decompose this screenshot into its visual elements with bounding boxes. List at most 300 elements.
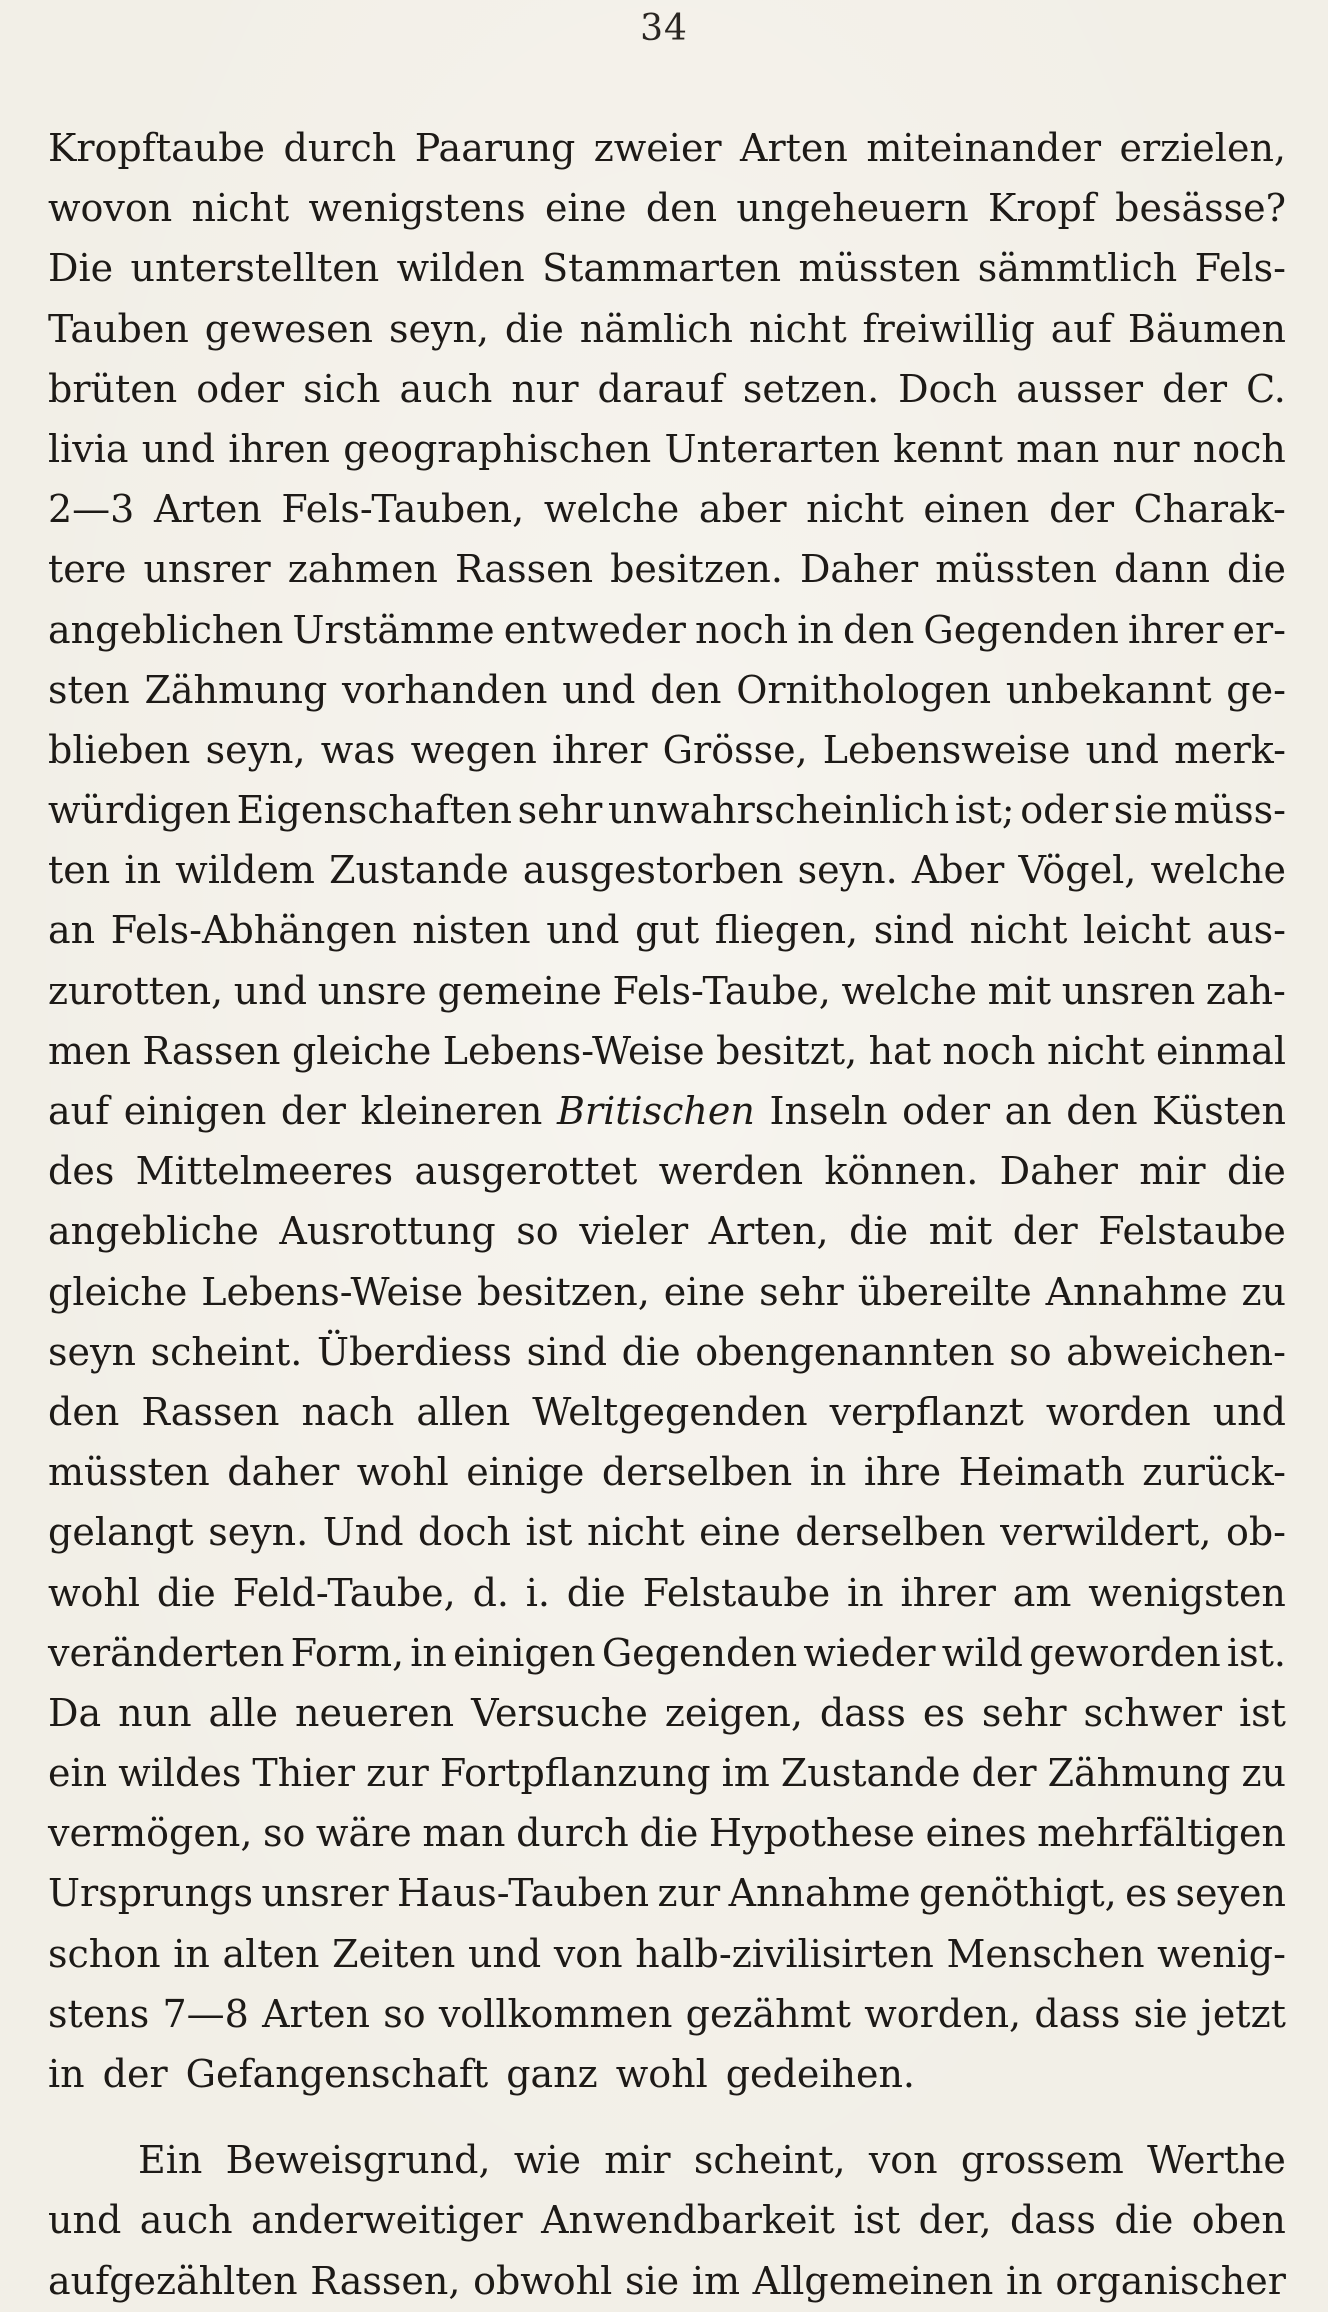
page-number: 34 (640, 8, 688, 49)
word: oder (902, 1089, 990, 1133)
word: seyen (1175, 1871, 1286, 1916)
word: zeigen, (664, 1690, 803, 1735)
word: derselben (795, 1510, 986, 1555)
word: er- (1232, 607, 1286, 652)
word: i. (525, 1570, 550, 1615)
text-line (48, 2190, 1286, 2250)
paragraph-gap (48, 2104, 1286, 2130)
text-line (48, 1382, 1286, 1442)
word: mir (1139, 1149, 1206, 1194)
word: wildes (118, 1751, 242, 1796)
word: oder (1020, 788, 1109, 833)
word: seyn (48, 1329, 136, 1374)
word: die (621, 1329, 681, 1374)
word: ist (525, 1510, 573, 1555)
text-line (48, 359, 1286, 419)
word: sie (1113, 788, 1168, 833)
word: man (422, 1811, 506, 1856)
word: wovon (48, 186, 173, 231)
word: dass (1009, 2198, 1096, 2243)
text-line (48, 479, 1286, 539)
word: in (847, 1570, 884, 1615)
word: übereilte (857, 1269, 1032, 1314)
word: Zustande (329, 848, 509, 893)
word: hat (868, 1028, 931, 1073)
word: mehrfältigen (1037, 1811, 1286, 1856)
word: Rassen (454, 547, 594, 592)
word: ihre (863, 1450, 942, 1495)
word: Küsten (1152, 1089, 1286, 1133)
word: oder (196, 366, 285, 411)
word: darauf (597, 366, 724, 411)
word: Ein (138, 2138, 203, 2183)
word: unsren (1061, 968, 1196, 1013)
word: vollkommen (438, 1991, 673, 2036)
word: an (48, 908, 96, 953)
word: werden (658, 1149, 804, 1194)
word: Kropftaube (48, 126, 266, 170)
word: eine (544, 186, 627, 231)
word: die (504, 306, 564, 351)
word: Und (322, 1510, 404, 1555)
word: ausser (1016, 366, 1144, 411)
word: fliegen, (714, 908, 859, 953)
word: Ursprungs (48, 1871, 253, 1916)
word: Unterarten (664, 426, 880, 471)
word: nisten (412, 908, 531, 953)
word: angeblichen (48, 607, 284, 652)
word: Fels-Tauben, (281, 487, 525, 532)
word: Paarung (414, 126, 576, 170)
word: auf (48, 1089, 110, 1133)
word: man (1016, 426, 1100, 471)
word: wilden (396, 246, 525, 291)
word: seyn, (388, 306, 489, 351)
word: eine (699, 1510, 781, 1555)
word: besitzt, (716, 1028, 858, 1073)
word: noch (695, 607, 789, 652)
word: müss- (1173, 788, 1286, 833)
word: ausgerottet (414, 1149, 638, 1194)
word: Felstaube (642, 1570, 831, 1615)
text-line (48, 660, 1286, 720)
word: der (1162, 366, 1228, 411)
word: sehr (981, 1690, 1067, 1735)
word: Fels-Abhängen (110, 908, 397, 953)
word: C. (1246, 366, 1286, 411)
text-line (48, 539, 1286, 599)
word: des (48, 1149, 115, 1194)
word: unterstellten (130, 246, 380, 291)
word: in (48, 2052, 85, 2096)
word: müssten (935, 547, 1097, 592)
word: Arten, (708, 1209, 829, 1254)
word: Mittelmeeres (135, 1149, 394, 1194)
word: durch (283, 126, 397, 170)
word: ausgestorben (522, 848, 784, 893)
word: Heimath (958, 1450, 1125, 1495)
word: Menschen (946, 1931, 1145, 1976)
word: so (383, 1991, 426, 2036)
word: besässe? (1115, 186, 1286, 231)
word: können. (824, 1149, 979, 1194)
word: der (1049, 487, 1115, 532)
word: so (262, 1811, 306, 1856)
word: men (48, 1028, 131, 1073)
word: Die (48, 246, 114, 291)
word: Haus-Tauben (397, 1871, 650, 1916)
word: eine (663, 1269, 746, 1314)
text-line (48, 178, 1286, 238)
word: Weltgegenden (532, 1389, 808, 1434)
word: geographischen (343, 426, 652, 471)
word: gezähmt (685, 1991, 851, 2036)
word: seyn. (208, 1510, 309, 1555)
word: vermögen, (48, 1811, 253, 1856)
word: freiwillig (862, 306, 1035, 351)
word: gemeine (437, 968, 602, 1013)
word: gelangt (48, 1510, 194, 1555)
word: ihrer (900, 1570, 996, 1615)
text-line (48, 1563, 1286, 1623)
word: aber (698, 487, 787, 532)
text-line (48, 1081, 1286, 1141)
word: Charak- (1133, 487, 1286, 532)
word: einen (923, 487, 1030, 532)
word: Bäumen (1127, 306, 1286, 351)
word: Anwendbarkeit (541, 2198, 835, 2243)
word: ob- (1225, 1510, 1286, 1555)
word: Grösse, (662, 727, 808, 772)
word: scheint, (693, 2138, 846, 2183)
word: nicht (748, 306, 847, 351)
word: jetzt (1201, 1991, 1286, 2036)
word: ten (48, 848, 111, 893)
word: zur (657, 1871, 721, 1916)
word: seyn. (797, 848, 898, 893)
word: der (971, 1751, 1037, 1796)
word: Ausrottung (279, 1209, 496, 1254)
word: Lebens-Weise (201, 1269, 464, 1314)
word: unwahrscheinlich (607, 788, 950, 833)
word: zweier (593, 126, 722, 170)
word: einmal (1156, 1028, 1286, 1073)
word: gleiche (291, 1028, 432, 1073)
word: Fortpflanzung (439, 1751, 711, 1796)
word: sten (48, 667, 130, 712)
word: der (1012, 1209, 1078, 1254)
text-line (48, 238, 1286, 298)
word: wie (513, 2138, 581, 2183)
word: nicht (1046, 1028, 1145, 1073)
word: im (691, 2258, 740, 2303)
word: den (843, 607, 915, 652)
word: was (320, 727, 396, 772)
word: obengenannten (695, 1329, 995, 1374)
word: ein (48, 1751, 108, 1796)
word: gedeihen. (725, 2052, 916, 2096)
word: welche (841, 968, 977, 1013)
word: es (922, 1690, 965, 1735)
word: von (868, 2138, 938, 2183)
word: veränderten (48, 1630, 285, 1675)
word: noch (942, 1028, 1036, 1073)
word: in (797, 607, 834, 652)
word: wäre (315, 1811, 412, 1856)
word: scheint. (150, 1329, 303, 1374)
word: Annahme (728, 1871, 911, 1916)
word: die (1226, 547, 1286, 592)
word: die (639, 1811, 699, 1856)
word: Fels- (1194, 246, 1286, 291)
word: Zeiten (332, 1931, 456, 1976)
word: Eigenschaften (236, 788, 512, 833)
text-line (48, 1502, 1286, 1562)
word: alten (222, 1931, 320, 1976)
word: vieler (579, 1209, 689, 1254)
word: an (1004, 1089, 1052, 1133)
word: wohl (615, 2052, 708, 2096)
word: den (1066, 1089, 1138, 1133)
word: 2—3 (48, 487, 135, 532)
word: Kropf (988, 186, 1096, 231)
word: d. (472, 1570, 509, 1615)
word: Da (48, 1690, 102, 1735)
word: unsre (317, 968, 427, 1013)
word: sich (303, 366, 381, 411)
body-text (48, 118, 1286, 2311)
word: oben (1191, 2198, 1286, 2243)
word: ihren (228, 426, 331, 471)
word: und (48, 2198, 122, 2243)
word: Vögel, (1018, 848, 1137, 893)
word: nur (1112, 426, 1180, 471)
word: merk- (1174, 727, 1286, 772)
word: Feld-Taube, (232, 1570, 456, 1615)
text-line (48, 2130, 1286, 2190)
word: Lebensweise (822, 727, 1071, 772)
word: sehr (759, 1269, 844, 1314)
word: setzen. (742, 366, 880, 411)
word: und (233, 968, 308, 1013)
word: einigen (453, 1630, 596, 1675)
word: tere (48, 547, 127, 592)
word: ist (853, 2198, 901, 2243)
word: gut (635, 908, 700, 953)
word: Doch (898, 366, 998, 411)
word: müssten (798, 246, 961, 291)
word: dann (1114, 547, 1210, 592)
word: wild (941, 1630, 1023, 1675)
word: der (102, 2052, 168, 2096)
word: Gefangenschaft (185, 2052, 489, 2096)
text-line (48, 2044, 1286, 2104)
word: Gegenden (601, 1630, 798, 1675)
word: die (1226, 1149, 1286, 1194)
word: aufgezählten (48, 2258, 298, 2303)
word: Felstaube (1098, 1209, 1286, 1254)
word: erzielen, (1119, 126, 1286, 170)
word: gleiche (48, 1269, 188, 1314)
word: angebliche (48, 1209, 259, 1254)
text-line (48, 2251, 1286, 2311)
word: zurotten, (48, 968, 224, 1013)
word: in (1006, 2258, 1043, 2303)
word: anderweitiger (250, 2198, 523, 2243)
word: grossem (960, 2138, 1124, 2183)
word: Lebens-Weise (442, 1028, 705, 1073)
word: besitzen. (610, 547, 783, 592)
word: sämmtlich (977, 246, 1178, 291)
word: Stammarten (542, 246, 782, 291)
text-line (48, 1262, 1286, 1322)
word: würdigen (48, 788, 231, 833)
word: nicht (806, 487, 904, 532)
word: Gegenden (923, 607, 1119, 652)
text-line (48, 1623, 1286, 1683)
word: besitzen, (477, 1269, 650, 1314)
word: seyn, (205, 727, 306, 772)
word: und (1085, 727, 1159, 772)
text-line (48, 1984, 1286, 2044)
word: und (562, 667, 636, 712)
word: brüten (48, 366, 178, 411)
word: zur (366, 1751, 429, 1796)
text-line (48, 1442, 1286, 1502)
word: nach (301, 1389, 395, 1434)
word: noch (1192, 426, 1286, 471)
word: Arten (740, 126, 848, 170)
word: und (1212, 1389, 1286, 1434)
word: 7—8 (162, 1991, 249, 2036)
word: der, (918, 2198, 992, 2243)
word: worden (1045, 1389, 1191, 1434)
word: Form, (290, 1630, 405, 1675)
word: auch (399, 366, 493, 411)
word: verwildert, (1000, 1510, 1212, 1555)
word: müssten (48, 1450, 210, 1495)
word: doch (418, 1510, 512, 1555)
word: Arten (262, 1991, 370, 2036)
word: Britischen (556, 1089, 755, 1133)
word: und (141, 426, 216, 471)
word: mit (987, 968, 1052, 1013)
text-line (48, 961, 1286, 1021)
word: genöthigt, (919, 1871, 1117, 1916)
word: mit (928, 1209, 993, 1254)
word: wenigsten (1088, 1570, 1286, 1615)
word: dass (819, 1690, 906, 1735)
word: auch (139, 2198, 233, 2243)
word: Urstämme (292, 607, 495, 652)
word: und (467, 1931, 542, 1976)
word: welche (543, 487, 680, 532)
word: derselben (601, 1450, 793, 1495)
word: und (546, 908, 620, 953)
word: die (566, 1570, 626, 1615)
word: mir (604, 2138, 671, 2183)
word: nämlich (579, 306, 734, 351)
text-line (48, 900, 1286, 960)
word: allen (416, 1389, 511, 1434)
text-line (48, 299, 1286, 359)
word: sind (873, 908, 955, 953)
text-line (48, 1141, 1286, 1201)
text-line (48, 780, 1286, 840)
word: Beweisgrund, (225, 2138, 491, 2183)
word: zu (1241, 1269, 1286, 1314)
word: Zähmung (144, 667, 328, 712)
word: neueren (295, 1690, 455, 1735)
word: entweder (503, 607, 686, 652)
word: obwohl (473, 2258, 613, 2303)
word: Daher (799, 547, 919, 592)
text-line (48, 1743, 1286, 1803)
word: nun (118, 1690, 192, 1735)
word: wenig- (1157, 1931, 1286, 1976)
word: im (721, 1751, 770, 1796)
text-line (48, 1803, 1286, 1863)
word: livia (48, 426, 129, 471)
word: gewesen (204, 306, 374, 351)
text-line (48, 1863, 1286, 1923)
word: welche (1150, 848, 1286, 893)
word: Fels-Taube, (612, 968, 831, 1013)
word: halb-zivilisirten (635, 1931, 934, 1976)
word: geworden (1029, 1630, 1221, 1675)
word: die (849, 1209, 909, 1254)
word: von (553, 1931, 623, 1976)
word: die (1114, 2198, 1174, 2243)
word: zah- (1205, 968, 1286, 1013)
word: ist. (1226, 1630, 1286, 1675)
word: unsrer (261, 1871, 389, 1916)
word: in (124, 848, 162, 893)
text-line (48, 1201, 1286, 1261)
word: die (156, 1570, 216, 1615)
word: Überdiess (316, 1329, 512, 1374)
word: nicht (191, 186, 290, 231)
word: in (809, 1450, 847, 1495)
word: unsrer (143, 547, 271, 592)
word: wohl (356, 1450, 449, 1495)
word: Aber (911, 848, 1005, 893)
word: Rassen, (310, 2258, 461, 2303)
word: der (280, 1089, 346, 1133)
word: nicht (586, 1510, 685, 1555)
word: schon (48, 1931, 161, 1976)
word: blieben (48, 727, 191, 772)
word: ihrer (1127, 607, 1224, 652)
word: den (650, 667, 722, 712)
word: Ornithologen (736, 667, 992, 712)
text-line (48, 600, 1286, 660)
word: in (173, 1931, 210, 1976)
word: eines (925, 1811, 1027, 1856)
word: schwer (1083, 1690, 1222, 1735)
word: Versuche (471, 1690, 648, 1735)
word: nur (511, 366, 579, 411)
word: durch (516, 1811, 629, 1856)
word: miteinander (866, 126, 1102, 170)
word: worden, (864, 1991, 1022, 2036)
word: Hypothese (708, 1811, 915, 1856)
text-line (48, 1683, 1286, 1743)
word: so (516, 1209, 559, 1254)
word: so (1009, 1329, 1052, 1374)
word: Rassen (142, 1028, 281, 1073)
word: kleineren (360, 1089, 543, 1133)
